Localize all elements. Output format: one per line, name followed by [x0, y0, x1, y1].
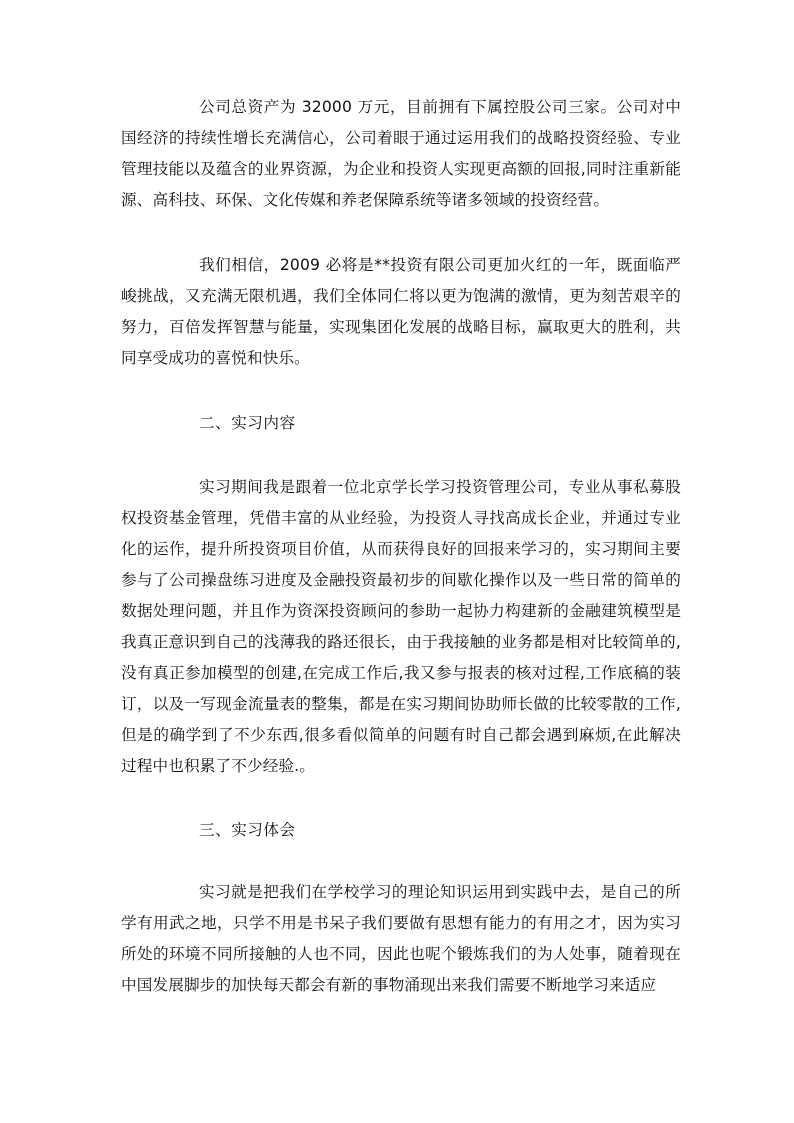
- section-heading-internship-experience: 三、实习体会: [199, 821, 296, 839]
- paragraph-company-assets: 公司总资产为 32000 万元，目前拥有下属控股公司三家。公司对中国经济的持续性增长充满信心，公司着眼于通过运用我们的战略投资经验、专业管理技能以及蕴含的业界资源，为企业和投资人实现更高额的回报,同时注重新能源、高科技、环保、文化传媒和养老保障系统等诸多领域的投资经营。: [121, 98, 681, 209]
- paragraph-internship-content: 实习期间我是跟着一位北京学长学习投资管理公司，专业从事私募股权投资基金管理，凭借丰富的从业经验，为投资人寻找高成长企业，并通过专业化的运作，提升所投资项目价值，从而获得良好的回报来学习的，实习期间主要参与了公司操盘练习进度及金融投资最初步的间歇化操作以及一些日常的简单的数据处理问题，并且作为资深投资顾问的参助一起协力构建新的金融建筑模型是我真正意识到自己的浅薄我的路还很长，由于我接触的业务都是相对比较简单的,没有真正参加模型的创建,在完成工作后,我又参与报表的核对过程,工作底稿的装订，以及一写现金流量表的整集，都是在实习期间协助师长做的比较零散的工作,但是的确学到了不少东西,很多看似简单的问题有时自己都会遇到麻烦,在此解决过程中也积累了不少经验.。: [121, 478, 681, 775]
- section-heading-internship-content: 二、实习内容: [199, 414, 296, 432]
- paragraph-internship-experience: 实习就是把我们在学校学习的理论知识运用到实践中去，是自己的所学有用武之地，只学不用是书呆子我们要做有思想有能力的有用之才，因为实习所处的环境不同所接触的人也不同，因此也呢个锻炼我们的为人处事，随着现在中国发展脚步的加快每天都会有新的事物涌现出来我们需要不断地学习来适应: [121, 883, 681, 994]
- paragraph-outlook-2009: 我们相信，2009 必将是**投资有限公司更加火红的一年，既面临严峻挑战，又充满无限机遇，我们全体同仁将以更为饱满的激情，更为刻苦艰辛的努力，百倍发挥智慧与能量，实现集团化发展的战略目标，赢取更大的胜利，共同享受成功的喜悦和快乐。: [121, 256, 681, 367]
